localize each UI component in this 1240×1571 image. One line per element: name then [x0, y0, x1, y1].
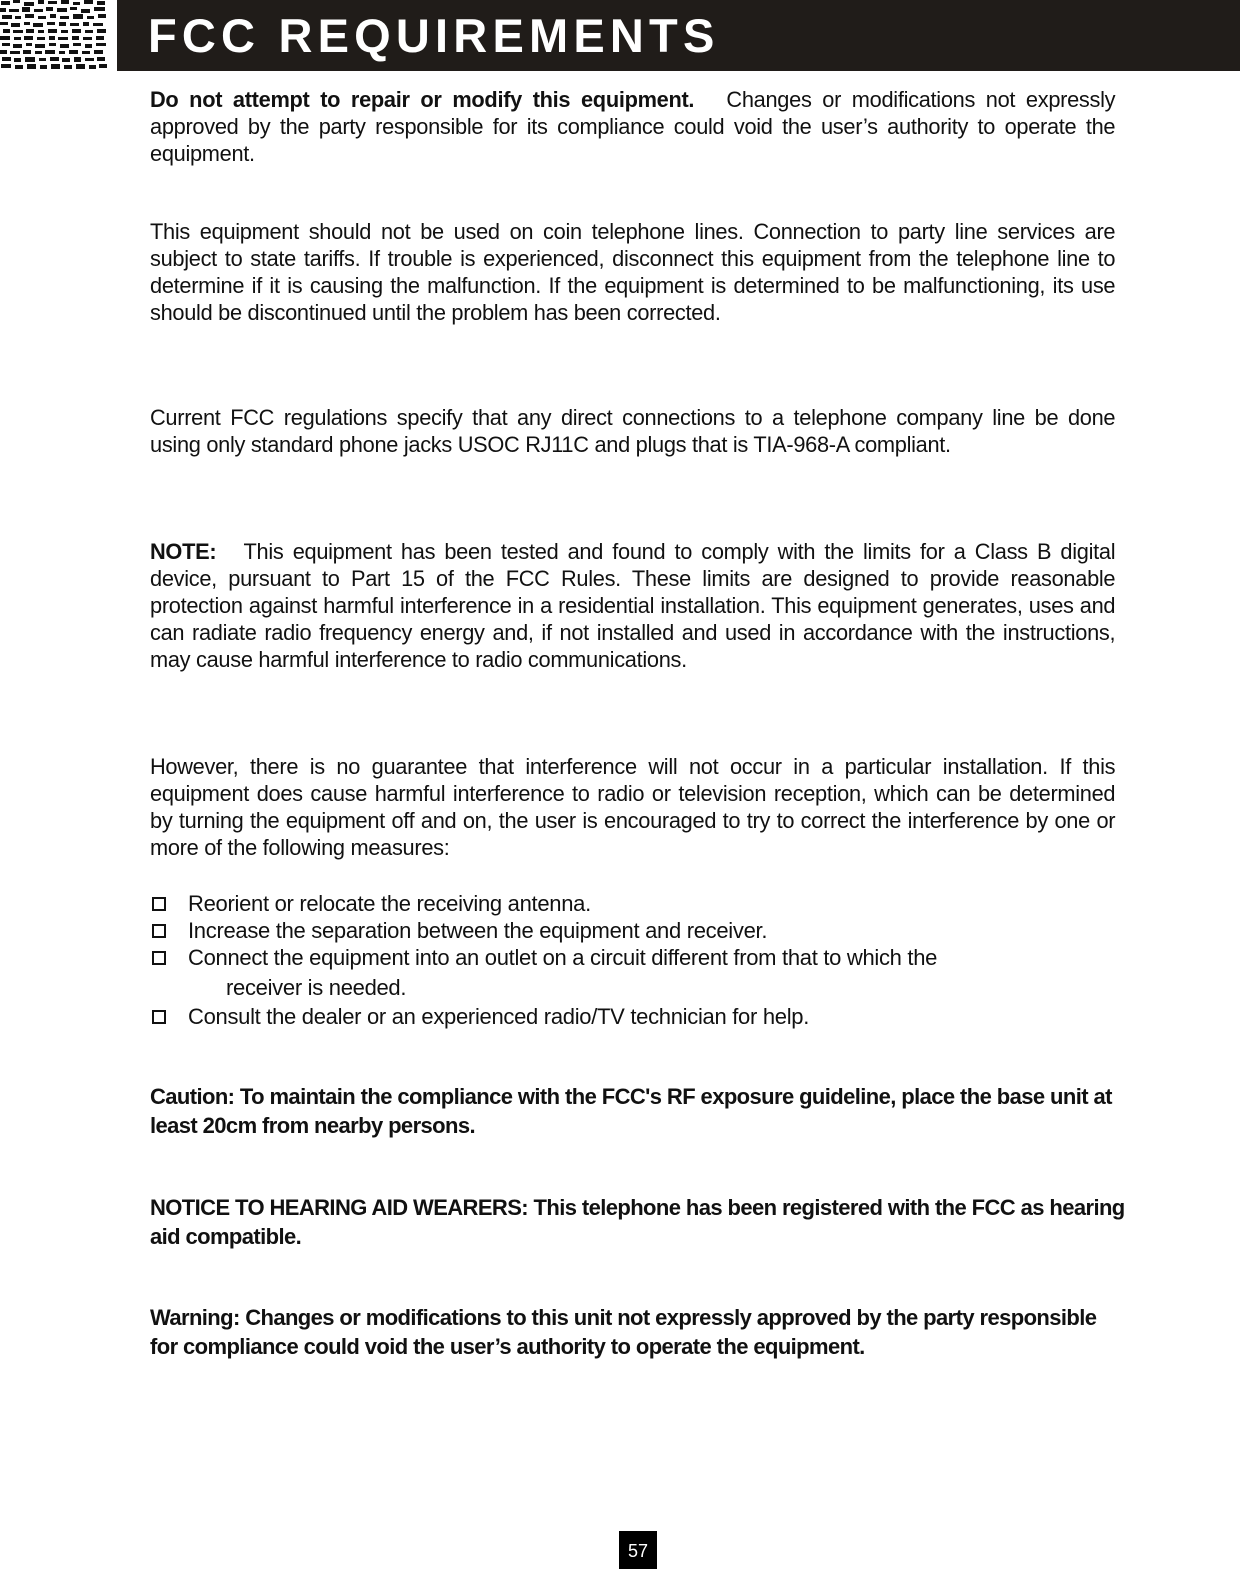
square-bullet-icon	[152, 924, 166, 938]
list-item-continuation: receiver is needed.	[226, 975, 407, 1000]
list-item	[150, 917, 1125, 944]
paragraph-text: Current FCC regulations specify that any direct connections to a telephone company line be done using only standard phone jacks USOC RJ11C and plugs that is TIA-968-A compliant.	[150, 405, 1116, 457]
caution-notice: Caution: To maintain the compliance with the FCC's RF exposure guideline, place the base unit at least 20cm from nearby persons.	[150, 1084, 1112, 1138]
hearing-aid-notice: NOTICE TO HEARING AID WEARERS: This telephone has been registered with the FCC as hearing aid compatible.	[150, 1195, 1125, 1249]
list-item-text: Consult the dealer or an experienced radio/TV technician for help.	[188, 1004, 810, 1029]
paragraph-lead: Do not attempt to repair or modify this equipment.	[150, 87, 695, 112]
page-number: 57	[619, 1531, 657, 1569]
list-item	[150, 890, 1125, 917]
warning-notice: Warning: Changes or modifications to this unit not expressly approved by the party responsible for compliance could void the user’s authority to operate the equipment.	[150, 1305, 1097, 1359]
decorative-pattern-icon	[0, 0, 110, 70]
note-label: NOTE:	[150, 539, 217, 564]
paragraph-text: However, there is no guarantee that interference will not occur in a particular installation. If this equipment does cause harmful interference to radio or television reception, which can be determined by turning the equipment off and on, the user is encouraged to try to correct the interference by one or more of the following measures:	[150, 754, 1116, 860]
paragraph-text: Changes or modifications not expressly approved by the party responsible for its compliance could void the user’s authority to operate the equipment.	[150, 87, 1116, 166]
page-title: FCC REQUIREMENTS	[148, 9, 720, 62]
list-item-text: Reorient or relocate the receiving antenna.	[188, 891, 591, 916]
paragraph-repair	[150, 86, 1115, 167]
list-item-text: Connect the equipment into an outlet on a circuit different from that to which the	[188, 945, 938, 970]
list-item-text: Increase the separation between the equipment and receiver.	[188, 918, 768, 943]
paragraph-text: This equipment has been tested and found to comply with the limits for a Class B digital device, pursuant to Part 15 of the FCC Rules. These limits are designed to provide reasonable protection against harmful interference in a residential installation. This equipment generates, uses and can radiate radio frequency energy and, if not installed and used in accordance with the instructions, may cause harmful interference to radio communications.	[150, 539, 1116, 672]
list-item	[150, 944, 1125, 1001]
square-bullet-icon	[152, 897, 166, 911]
measures-list	[150, 890, 1125, 1030]
square-bullet-icon	[152, 1010, 166, 1024]
paragraph-note	[150, 538, 1115, 673]
square-bullet-icon	[152, 951, 166, 965]
paragraph-text: This equipment should not be used on coin telephone lines. Connection to party line services are subject to state tariffs. If trouble is experienced, disconnect this equipment from the telephone line to determine if it is causing the malfunction. If the equipment is determined to be malfunctioning, its use should be discontinued until the problem has been corrected.	[150, 219, 1116, 325]
paragraph-coin-lines	[150, 218, 1115, 326]
list-item	[150, 1003, 1125, 1030]
header-bar	[117, 0, 1240, 71]
paragraph-however	[150, 753, 1115, 861]
paragraph-connections	[150, 404, 1115, 458]
